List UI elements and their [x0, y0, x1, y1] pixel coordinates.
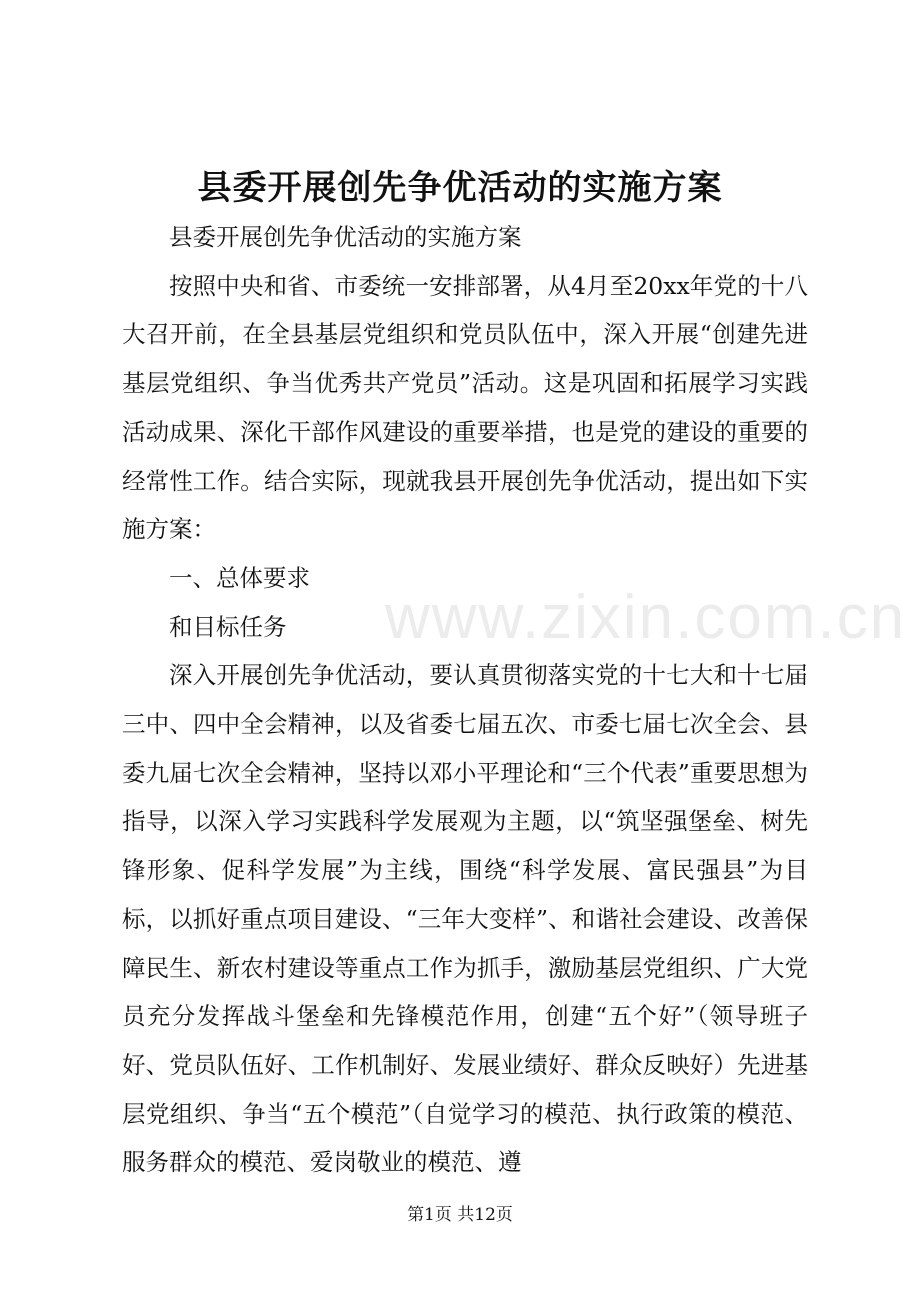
watermark: www.zixin.com.cn [385, 583, 907, 652]
paragraph-body: 深入开展创先争优活动，要认真贯彻落实党的十七大和十七届三中、四中全会精神，以及省委七届五次、市委七届七次全会、县委九届七次全会精神，坚持以邓小平理论和“三个代表”重要思想为指导，以深入学习实践科学发展观为主题，以“筑坚强堡垒、树先锋形象、促科学发展”为主线，围绕“科学发展、富民强县”为目标，以抓好重点项目建设、“三年大变样”、和谐社会建设、改善保障民生、新农村建设等重点工作为抓手，激励基层党组织、广大党员充分发挥战斗堡垒和先锋模范作用，创建“五个好”（领导班子好、党员队伍好、工作机制好、发展业绩好、群众反映好）先进基层党组织、争当“五个模范”（自觉学习的模范、执行政策的模范、服务群众的模范、爱岗敬业的模范、遵 [122, 661, 808, 1177]
page-footer: 第1页 共12页 [407, 1205, 513, 1225]
section-heading: 一、总体要求 [169, 563, 310, 592]
paragraph-subtitle: 县委开展创先争优活动的实施方案 [169, 223, 522, 251]
section-heading-continued: 和目标任务 [169, 612, 287, 641]
document-title: 县委开展创先争优活动的实施方案 [197, 168, 723, 208]
paragraph-intro: 按照中央和省、市委统一安排部署，从4月至20xx年党的十八大召开前，在全县基层党组织和党员队伍中，深入开展“创建先进基层党组织、争当优秀共产党员”活动。这是巩固和拓展学习实践活动成果、深化干部作风建设的重要举措，也是党的建设的重要的经常性工作。结合实际，现就我县开展创先争优活动，提出如下实施方案： [122, 271, 808, 544]
document-body [122, 213, 808, 1187]
